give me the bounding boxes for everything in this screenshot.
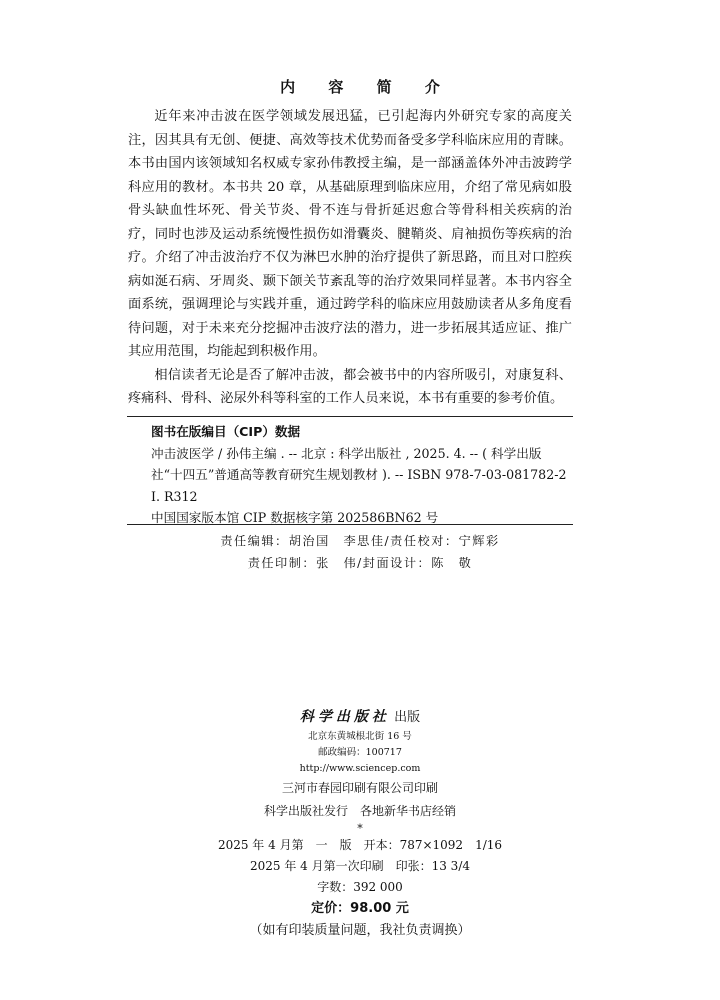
publisher-suffix: 出版 [394,710,421,725]
credits-production: 责任印制：张 伟/封面设计：陈 敬 [247,556,473,570]
intro-paragraph-2: 相信读者无论是否了解冲击波，都会被书中的内容所吸引，对康复科、疼痛科、骨科、泌尿外科等科室的工作人员来说，本书有重要的参考价值。 [128,367,572,406]
publisher-website: http://www.sciencep.com [299,763,421,774]
intro-paragraph-1: 近年来冲击波在医学领域发展迅猛，已引起海内外研究专家的高度关注，因其具有无创、便捷、高效等技术优势而备受多学科临床应用的青睐。本书由国内该领域知名权威专家孙伟教授主编，是一部涵盖体外冲击波跨学科应用的教材。本书共 20 章，从基础原理到临床应用，介绍了常见病如股骨头缺血性坏死、骨关节炎、骨不连与骨折延迟愈合等骨科相关疾病的治疗，同时也涉及运动系统慢性损伤如滑囊炎、腱鞘炎、肩袖损伤等疾病的治疗。介绍了冲击波治疗不仅为淋巴水肿的治疗提供了新思路，而且对口腔疾病如涎石病、牙周炎、颞下颌关节紊乱等的治疗效果同样显著。本书内容全面系统，强调理论与实践并重，通过跨学科的临床应用鼓励读者从多角度看待问题，对于未来充分挖掘冲击波疗法的潜力，进一步拓展其适应证、推广其应用范围，均能起到积极作用。 [128,109,572,359]
cip-record-number: 中国国家版本馆 CIP 数据核字第 202586BN62 号 [151,510,439,525]
cip-block [151,421,571,529]
intro-body [128,105,572,411]
edition-line: 2025 年 4 月第 一 版 开本：787×1092 1/16 [217,838,503,852]
publisher-line [0,706,720,729]
printer-line: 三河市春园印刷有限公司印刷 [281,781,438,795]
cip-heading: 图书在版编目（CIP）数据 [151,424,301,439]
cip-bottom-divider [127,524,573,525]
credits-block [0,530,720,574]
imprint-block [0,706,720,942]
publisher-postcode: 邮政编码：100717 [318,747,402,758]
intro-title: 内 容 简 介 [280,78,454,96]
cip-classification: Ⅰ. R312 [151,488,198,504]
cip-top-divider [127,416,573,417]
printing-line: 2025 年 4 月第一次印刷 印张：13 3/4 [249,859,470,873]
quality-notice: （如有印装质量问题，我社负责调换） [249,923,471,938]
separator-star: * [357,822,363,835]
price: 定价：98.00 元 [311,901,409,916]
distribution-line: 科学出版社发行 各地新华书店经销 [263,804,456,818]
cip-entry: 冲击波医学 / 孙伟主编 . -- 北京 : 科学出版社 , 2025. 4. -- ( 科学出版社“十四五”普通高等教育研究生规划教材 ). -- ISBN 978-7-03-081782-2 [151,445,567,482]
publisher-address: 北京东黄城根北街 16 号 [308,731,412,742]
publisher-logo: 科学出版社 [299,709,390,725]
credits-editors: 责任编辑：胡治国 李思佳/责任校对：宁辉彩 [220,534,500,548]
word-count: 字数：392 000 [317,880,403,894]
